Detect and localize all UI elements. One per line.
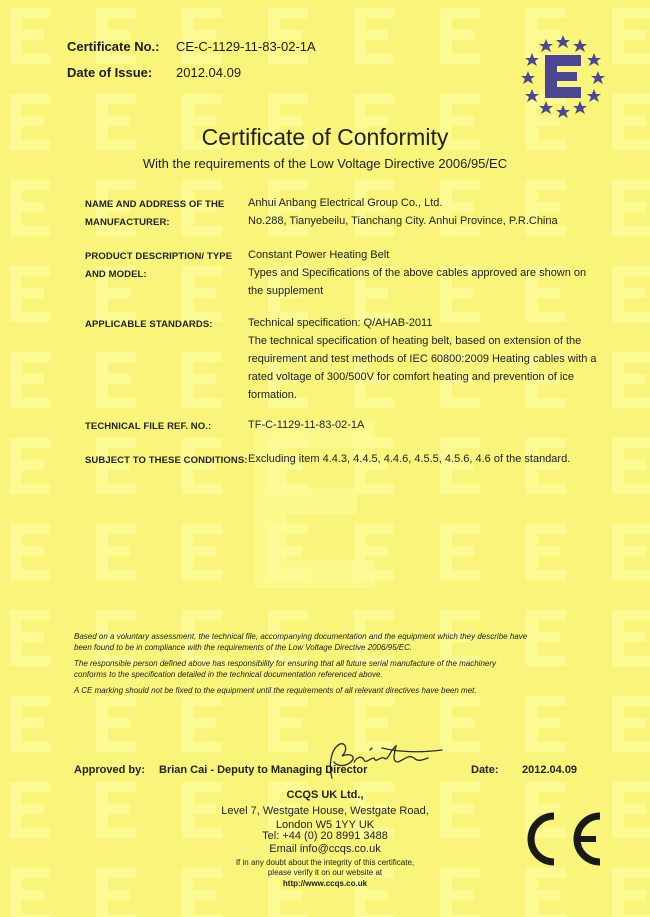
signature xyxy=(318,740,446,782)
responsibility-statement: The responsible person defined above has responsibility for ensuring that all future serial manufacture of the machinery conforms to the specification detailed in the technical documentation referenced above. xyxy=(74,659,497,679)
ce-mark-icon xyxy=(516,808,606,870)
manufacturer-value: Anhui Anbang Electrical Group Co., Ltd. No.288, Tianyebeilu, Tianchang City. Anhui Province, P.R.China xyxy=(248,197,558,227)
star xyxy=(591,71,605,84)
star xyxy=(521,71,535,84)
date-label: Date: xyxy=(471,764,499,776)
manufacturer-label: NAME AND ADDRESS OF THE MANUFACTURER: xyxy=(85,199,225,228)
star xyxy=(556,35,570,48)
star xyxy=(573,101,587,114)
certificate-no-label: Certificate No.: xyxy=(67,39,160,54)
verify-note: If in any doubt about the integrity of this certificate, please verify it on our website at xyxy=(235,858,415,877)
star xyxy=(525,89,539,102)
issuer-address: Level 7, Westgate House, Westgate Road, London W5 1YY UK xyxy=(221,805,429,831)
ce-marking-statement: A CE marking should not be fixed to the equipment until the requirements of all relevant directives have been met. xyxy=(74,686,477,695)
issuer-name: CCQS UK Ltd., xyxy=(286,789,364,801)
approval-date: 2012.04.09 xyxy=(522,764,578,776)
approver-name: Brian Cai - Deputy to Managing Director xyxy=(159,764,368,776)
star xyxy=(539,101,553,114)
technical-file-value: TF-C-1129-11-83-02-1A xyxy=(248,419,365,431)
star xyxy=(573,39,587,52)
approved-by-label: Approved by: xyxy=(74,764,145,776)
star xyxy=(587,89,601,102)
certificate-subtitle: With the requirements of the Low Voltage Directive 2006/95/EC xyxy=(142,156,508,171)
date-of-issue-label: Date of Issue: xyxy=(67,65,153,80)
standards-label: APPLICABLE STANDARDS: xyxy=(85,319,213,330)
certificate-no: CE-C-1129-11-83-02-1A xyxy=(176,39,316,54)
product-label: PRODUCT DESCRIPTION/ TYPE AND MODEL: xyxy=(85,251,233,280)
star xyxy=(556,105,570,118)
issuer-website[interactable]: http://www.ccqs.co.uk xyxy=(282,879,368,888)
star xyxy=(539,39,553,52)
logo-e-shape xyxy=(545,55,581,98)
conditions-value: Excluding item 4.4.3, 4.4.5, 4.4.6, 4.5.5, 4.5.6, 4.6 of the standard. xyxy=(248,453,571,465)
issuer-email: Email info@ccqs.co.uk xyxy=(269,843,381,855)
star xyxy=(587,53,601,66)
standards-value: Technical specification: Q/AHAB-2011 The technical specification of heating belt, based on extension of the requirement and test methods of IEC 60800:2009 Heating cables with a rated voltage of 300/500V for comfort heating and prevention of ice formation. xyxy=(248,317,597,401)
star xyxy=(525,53,539,66)
issuer-tel: Tel: +44 (0) 20 8991 3488 xyxy=(262,830,388,842)
conditions-label: SUBJECT TO THESE CONDITIONS: xyxy=(85,455,248,466)
date-of-issue: 2012.04.09 xyxy=(176,65,242,80)
product-value: Constant Power Heating Belt Types and Specifications of the above cables approved are shown on the supplement xyxy=(248,249,587,297)
certificate-title: Certificate of Conformity xyxy=(201,124,449,150)
assessment-statement: Based on a voluntary assessment, the technical file, accompanying documentation and the equipment which they describe have been found to be in compliance with the requirements of the Low Voltage Directive 2006/95/EC. xyxy=(74,632,528,652)
e-star-logo xyxy=(518,33,608,119)
technical-file-label: TECHNICAL FILE REF. NO.: xyxy=(85,421,212,432)
